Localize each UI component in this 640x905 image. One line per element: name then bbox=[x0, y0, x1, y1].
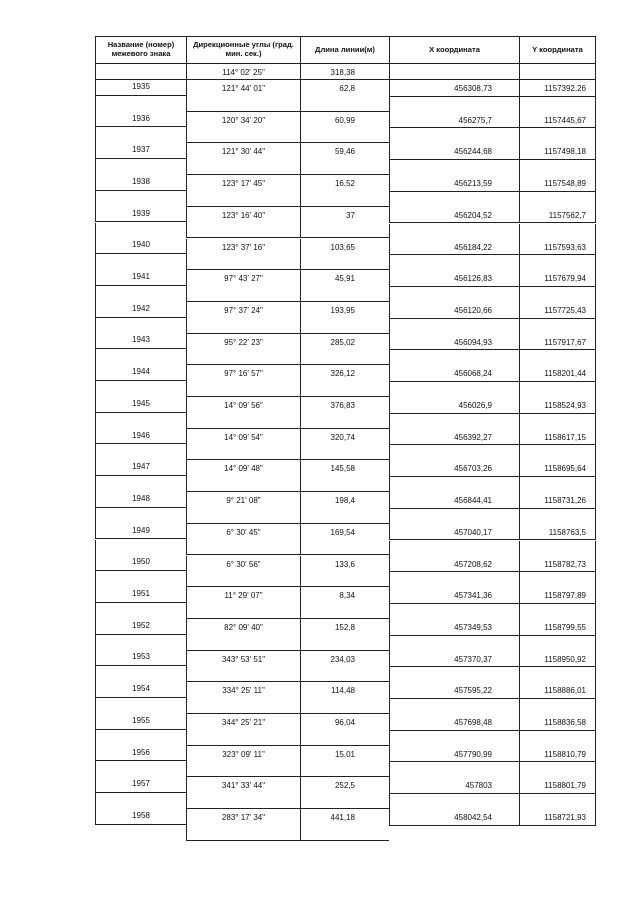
y-cell: 1157917,67 bbox=[519, 319, 596, 351]
x-cell: 457803 bbox=[389, 762, 519, 794]
header-mark: Название (номер) межевого знака bbox=[95, 36, 186, 64]
length-cell: 37 bbox=[300, 207, 389, 239]
angle-cell: 121° 30' 44" bbox=[186, 143, 300, 175]
length-cell: 326,12 bbox=[300, 365, 389, 397]
x-cell: 457790,99 bbox=[389, 731, 519, 763]
angle-cell: 14° 09' 54" bbox=[186, 429, 300, 461]
mark-cell: 1952 bbox=[95, 603, 186, 635]
angle-cell: 323° 09' 11" bbox=[186, 746, 300, 778]
angle-cell: 123° 37' 16" bbox=[186, 239, 300, 271]
angle-cell: 334° 25' 11" bbox=[186, 682, 300, 714]
length-cell: 16,52 bbox=[300, 175, 389, 207]
mark-cell: 1954 bbox=[95, 666, 186, 698]
mark-cell: 1937 bbox=[95, 127, 186, 159]
y-cell: 1158799,55 bbox=[519, 604, 596, 636]
length-cell: 234,03 bbox=[300, 651, 389, 683]
length-cell: 152,8 bbox=[300, 619, 389, 651]
angle-cell: 123° 17' 45" bbox=[186, 175, 300, 207]
length-cell: 376,83 bbox=[300, 397, 389, 429]
x-cell: 456120,66 bbox=[389, 287, 519, 319]
header-length: Длина линии(м) bbox=[300, 36, 389, 64]
y-cell: 1158763,5 bbox=[519, 509, 596, 541]
angle-cell: 6° 30' 45" bbox=[186, 524, 300, 556]
length-cell: 169,54 bbox=[300, 524, 389, 556]
y-cell: 1158836,58 bbox=[519, 699, 596, 731]
length-cell: 45,91 bbox=[300, 270, 389, 302]
mark-cell: 1950 bbox=[95, 540, 186, 572]
angle-cell: 97° 43' 27" bbox=[186, 270, 300, 302]
header-y: Y координата bbox=[519, 36, 596, 64]
x-cell: 457349,53 bbox=[389, 604, 519, 636]
y-cell: 1157593,63 bbox=[519, 224, 596, 256]
angle-cell: 121° 44' 01" bbox=[186, 80, 300, 112]
x-cell: 457208,62 bbox=[389, 541, 519, 573]
x-cell: 457370,37 bbox=[389, 636, 519, 668]
angle-cell: 95° 22' 23" bbox=[186, 334, 300, 366]
length-cell: 15,01 bbox=[300, 746, 389, 778]
mark-cell: 1951 bbox=[95, 571, 186, 603]
x-cell: 456213,59 bbox=[389, 160, 519, 192]
length-cell: 318,38 bbox=[300, 64, 389, 80]
length-cell: 320,74 bbox=[300, 429, 389, 461]
y-cell: 1158721,93 bbox=[519, 794, 596, 826]
mark-cell: 1945 bbox=[95, 381, 186, 413]
angle-cell: 14° 09' 56" bbox=[186, 397, 300, 429]
y-cell: 1158695,64 bbox=[519, 445, 596, 477]
angle-cell: 82° 09' 40" bbox=[186, 619, 300, 651]
y-cell: 1158797,89 bbox=[519, 572, 596, 604]
angle-cell: 6° 30' 56" bbox=[186, 556, 300, 588]
y-cell: 1158782,73 bbox=[519, 541, 596, 573]
mark-cell: 1935 bbox=[95, 64, 186, 96]
y-cell: 1157725,43 bbox=[519, 287, 596, 319]
length-cell: 441,18 bbox=[300, 809, 389, 841]
x-cell: 456204,52 bbox=[389, 192, 519, 224]
mark-cell: 1942 bbox=[95, 286, 186, 318]
y-cell: 1158810,79 bbox=[519, 731, 596, 763]
length-cell: 62,8 bbox=[300, 80, 389, 112]
angle-cell: 114° 02' 25" bbox=[186, 64, 300, 80]
x-cell: 456392,27 bbox=[389, 414, 519, 446]
angle-cell: 97° 16' 57" bbox=[186, 365, 300, 397]
mark-cell: 1947 bbox=[95, 444, 186, 476]
x-cell: 456068,24 bbox=[389, 350, 519, 382]
mark-cell: 1944 bbox=[95, 349, 186, 381]
x-cell: 457341,36 bbox=[389, 572, 519, 604]
length-cell: 96,04 bbox=[300, 714, 389, 746]
angle-cell: 97° 37' 24" bbox=[186, 302, 300, 334]
x-cell: 456026,9 bbox=[389, 382, 519, 414]
x-cell: 456126,83 bbox=[389, 255, 519, 287]
y-cell: 1158950,92 bbox=[519, 636, 596, 668]
header-angle: Дирекционные углы (град. мин. сек.) bbox=[186, 36, 300, 64]
mark-cell: 1938 bbox=[95, 159, 186, 191]
x-cell: 456184,22 bbox=[389, 224, 519, 256]
mark-cell: 1958 bbox=[95, 793, 186, 825]
length-cell: 198,4 bbox=[300, 492, 389, 524]
mark-cell: 1955 bbox=[95, 698, 186, 730]
x-cell: 457040,17 bbox=[389, 509, 519, 541]
angle-cell: 123° 16' 40" bbox=[186, 207, 300, 239]
angle-cell: 344° 25' 21" bbox=[186, 714, 300, 746]
y-cell: 1157392,26 bbox=[519, 65, 596, 97]
length-cell: 145,58 bbox=[300, 460, 389, 492]
mark-cell: 1943 bbox=[95, 318, 186, 350]
y-cell: 1158201,44 bbox=[519, 350, 596, 382]
x-cell: 456844,41 bbox=[389, 477, 519, 509]
length-cell: 285,02 bbox=[300, 334, 389, 366]
y-cell: 1158731,26 bbox=[519, 477, 596, 509]
x-cell: 456275,7 bbox=[389, 97, 519, 129]
length-cell: 133,6 bbox=[300, 556, 389, 588]
y-cell: 1157562,7 bbox=[519, 192, 596, 224]
angle-cell: 9° 21' 08" bbox=[186, 492, 300, 524]
mark-cell: 1940 bbox=[95, 223, 186, 255]
angle-cell: 120° 34' 20" bbox=[186, 112, 300, 144]
mark-cell: 1953 bbox=[95, 635, 186, 667]
x-cell: 457595,22 bbox=[389, 667, 519, 699]
mark-cell: 1941 bbox=[95, 254, 186, 286]
y-cell: 1157679,94 bbox=[519, 255, 596, 287]
angle-cell: 283° 17' 34" bbox=[186, 809, 300, 841]
mark-cell: 1948 bbox=[95, 476, 186, 508]
x-cell: 456094,93 bbox=[389, 319, 519, 351]
y-cell: 1157445,67 bbox=[519, 97, 596, 129]
length-cell: 59,46 bbox=[300, 143, 389, 175]
mark-cell: 1939 bbox=[95, 191, 186, 223]
y-cell: 1157498,18 bbox=[519, 128, 596, 160]
header-x: X координата bbox=[389, 36, 519, 64]
mark-cell: 1957 bbox=[95, 761, 186, 793]
y-cell: 1158617,15 bbox=[519, 414, 596, 446]
length-cell: 193,95 bbox=[300, 302, 389, 334]
x-cell: 456308,73 bbox=[389, 65, 519, 97]
mark-cell: 1946 bbox=[95, 413, 186, 445]
angle-cell: 343° 53' 51" bbox=[186, 651, 300, 683]
angle-cell: 341° 33' 44" bbox=[186, 777, 300, 809]
length-cell: 8,34 bbox=[300, 587, 389, 619]
length-cell: 60,99 bbox=[300, 112, 389, 144]
x-cell: 458042,54 bbox=[389, 794, 519, 826]
x-cell: 457698,48 bbox=[389, 699, 519, 731]
y-cell: 1157548,89 bbox=[519, 160, 596, 192]
x-cell: 456244,68 bbox=[389, 128, 519, 160]
mark-cell: 1949 bbox=[95, 508, 186, 540]
y-cell: 1158886,01 bbox=[519, 667, 596, 699]
mark-cell: 1956 bbox=[95, 730, 186, 762]
length-cell: 114,48 bbox=[300, 682, 389, 714]
mark-cell: 1936 bbox=[95, 96, 186, 128]
angle-cell: 14° 09' 48" bbox=[186, 460, 300, 492]
y-cell: 1158524,93 bbox=[519, 382, 596, 414]
length-cell: 252,5 bbox=[300, 777, 389, 809]
x-cell: 456703,26 bbox=[389, 445, 519, 477]
length-cell: 103,65 bbox=[300, 239, 389, 271]
angle-cell: 11° 29' 07" bbox=[186, 587, 300, 619]
y-cell: 1158801,79 bbox=[519, 762, 596, 794]
